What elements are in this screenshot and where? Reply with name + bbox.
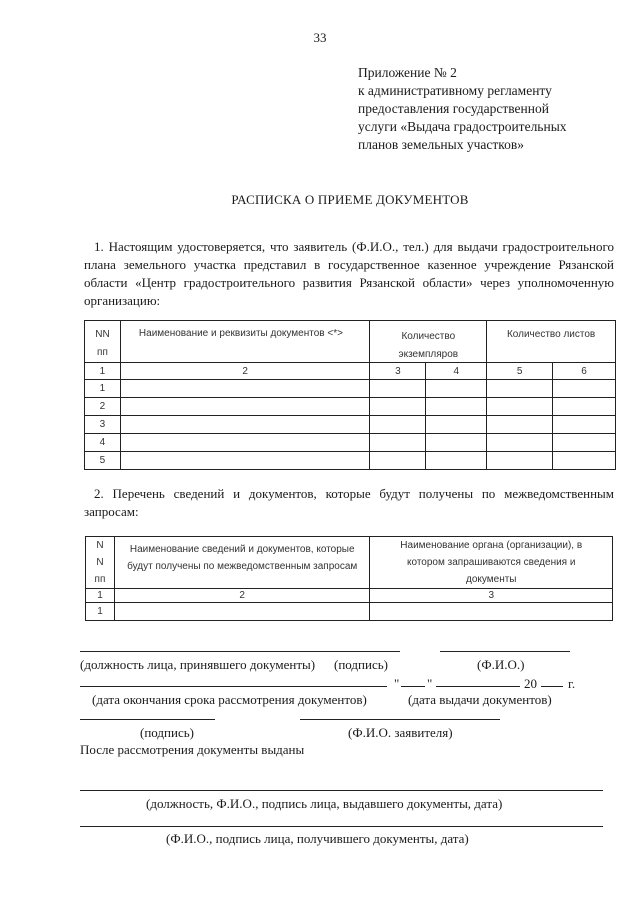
line-applicant-fio xyxy=(300,719,500,720)
col-number: 1 xyxy=(85,363,121,380)
row-number: 1 xyxy=(85,380,121,398)
header-nn xyxy=(85,321,121,363)
col-number: 2 xyxy=(114,589,370,603)
appendix-line-2: к административному регламенту xyxy=(358,83,552,98)
line-signature-2 xyxy=(80,719,215,720)
table-row xyxy=(85,416,616,434)
documents-table xyxy=(84,320,616,470)
appendix-line-4: услуги «Выдача градостроительных xyxy=(358,119,567,134)
header-sheets: Количество листов xyxy=(487,321,616,363)
line-day xyxy=(401,686,425,687)
table-row xyxy=(85,452,616,470)
row-number: 5 xyxy=(85,452,121,470)
table-row xyxy=(86,603,613,621)
appendix-line-5: планов земельных участков» xyxy=(358,137,525,152)
line-month xyxy=(436,686,520,687)
header-info xyxy=(114,537,370,589)
appendix-line-3: предоставления государственной xyxy=(358,101,549,116)
col-number: 3 xyxy=(370,589,613,603)
caption-position-received: (должность лица, принявшего документы) xyxy=(80,657,316,672)
caption-signature: (подпись) xyxy=(334,657,388,672)
line-year xyxy=(541,686,563,687)
caption-fio: (Ф.И.О.) xyxy=(477,657,525,672)
header-copies-line2: экземпляров xyxy=(370,342,487,362)
header-org-line3: документы xyxy=(465,574,517,585)
table-row xyxy=(85,380,616,398)
caption-issue-date: (дата выдачи документов) xyxy=(408,692,552,707)
row-number: 3 xyxy=(85,416,121,434)
date-quote-open: " xyxy=(394,676,400,691)
table-row xyxy=(85,434,616,452)
caption-applicant-fio: (Ф.И.О. заявителя) xyxy=(348,725,453,740)
header-org xyxy=(370,537,613,589)
header-copies: Количество xyxy=(370,321,487,343)
col-number: 5 xyxy=(487,363,553,380)
line-receiver xyxy=(80,826,603,827)
col-number: 1 xyxy=(86,589,115,603)
row-number: 1 xyxy=(86,603,115,621)
year-suffix: г. xyxy=(568,676,576,691)
after-review-text: После рассмотрения документы выданы xyxy=(80,742,305,757)
caption-signature-2: (подпись) xyxy=(140,725,194,740)
row-number: 2 xyxy=(85,398,121,416)
col-number: 3 xyxy=(370,363,426,380)
year-prefix: 20 xyxy=(524,676,537,691)
requests-table xyxy=(85,536,613,621)
caption-receiver: (Ф.И.О., подпись лица, получившего документы, дата) xyxy=(166,831,469,846)
caption-review-end-date: (дата окончания срока рассмотрения документов) xyxy=(92,692,367,707)
line-position-signature xyxy=(80,651,400,652)
header-nn-line2: N xyxy=(96,557,104,568)
header-org-line2: котором запрашиваются сведения и xyxy=(407,557,576,568)
header-info-line2: будут получены по межведомственным запросам xyxy=(127,561,358,572)
caption-issuer: (должность, Ф.И.О., подпись лица, выдавшего документы, дата) xyxy=(146,796,503,811)
header-nn-line1: NN xyxy=(95,329,110,340)
col-number: 2 xyxy=(120,363,369,380)
page-number: 33 xyxy=(313,30,327,45)
header-doc-name: Наименование и реквизиты документов <*> xyxy=(120,321,369,363)
appendix-header xyxy=(358,64,567,154)
col-number: 4 xyxy=(426,363,487,380)
line-fio xyxy=(440,651,570,652)
header-org-line1: Наименование органа (организации), в xyxy=(400,540,583,551)
line-review-end-date xyxy=(80,686,387,687)
row-number: 4 xyxy=(85,434,121,452)
document-title: РАСПИСКА О ПРИЕМЕ ДОКУМЕНТОВ xyxy=(231,192,469,207)
table-row xyxy=(85,398,616,416)
header-nn-line2: пп xyxy=(97,347,108,358)
header-nn-line1: N xyxy=(96,540,104,551)
header-nn xyxy=(86,537,115,589)
paragraph-1: 1. Настоящим удостоверяется, что заявитель (Ф.И.О., тел.) для выдачи градостроительного плана земельного участка представил в государственное казенное учреждение Рязанской области «Центр градостроительного развития Рязанской области» через уполномоченную организацию: xyxy=(84,239,614,308)
paragraph-2: 2. Перечень сведений и документов, которые будут получены по межведомственным запросам: xyxy=(84,486,614,519)
header-info-line1: Наименование сведений и документов, которые xyxy=(129,544,355,555)
date-quote-close: " xyxy=(427,676,433,691)
line-issuer xyxy=(80,790,603,791)
appendix-line-1: Приложение № 2 xyxy=(358,65,457,80)
col-number: 6 xyxy=(553,363,616,380)
header-nn-line3: пп xyxy=(94,574,106,585)
